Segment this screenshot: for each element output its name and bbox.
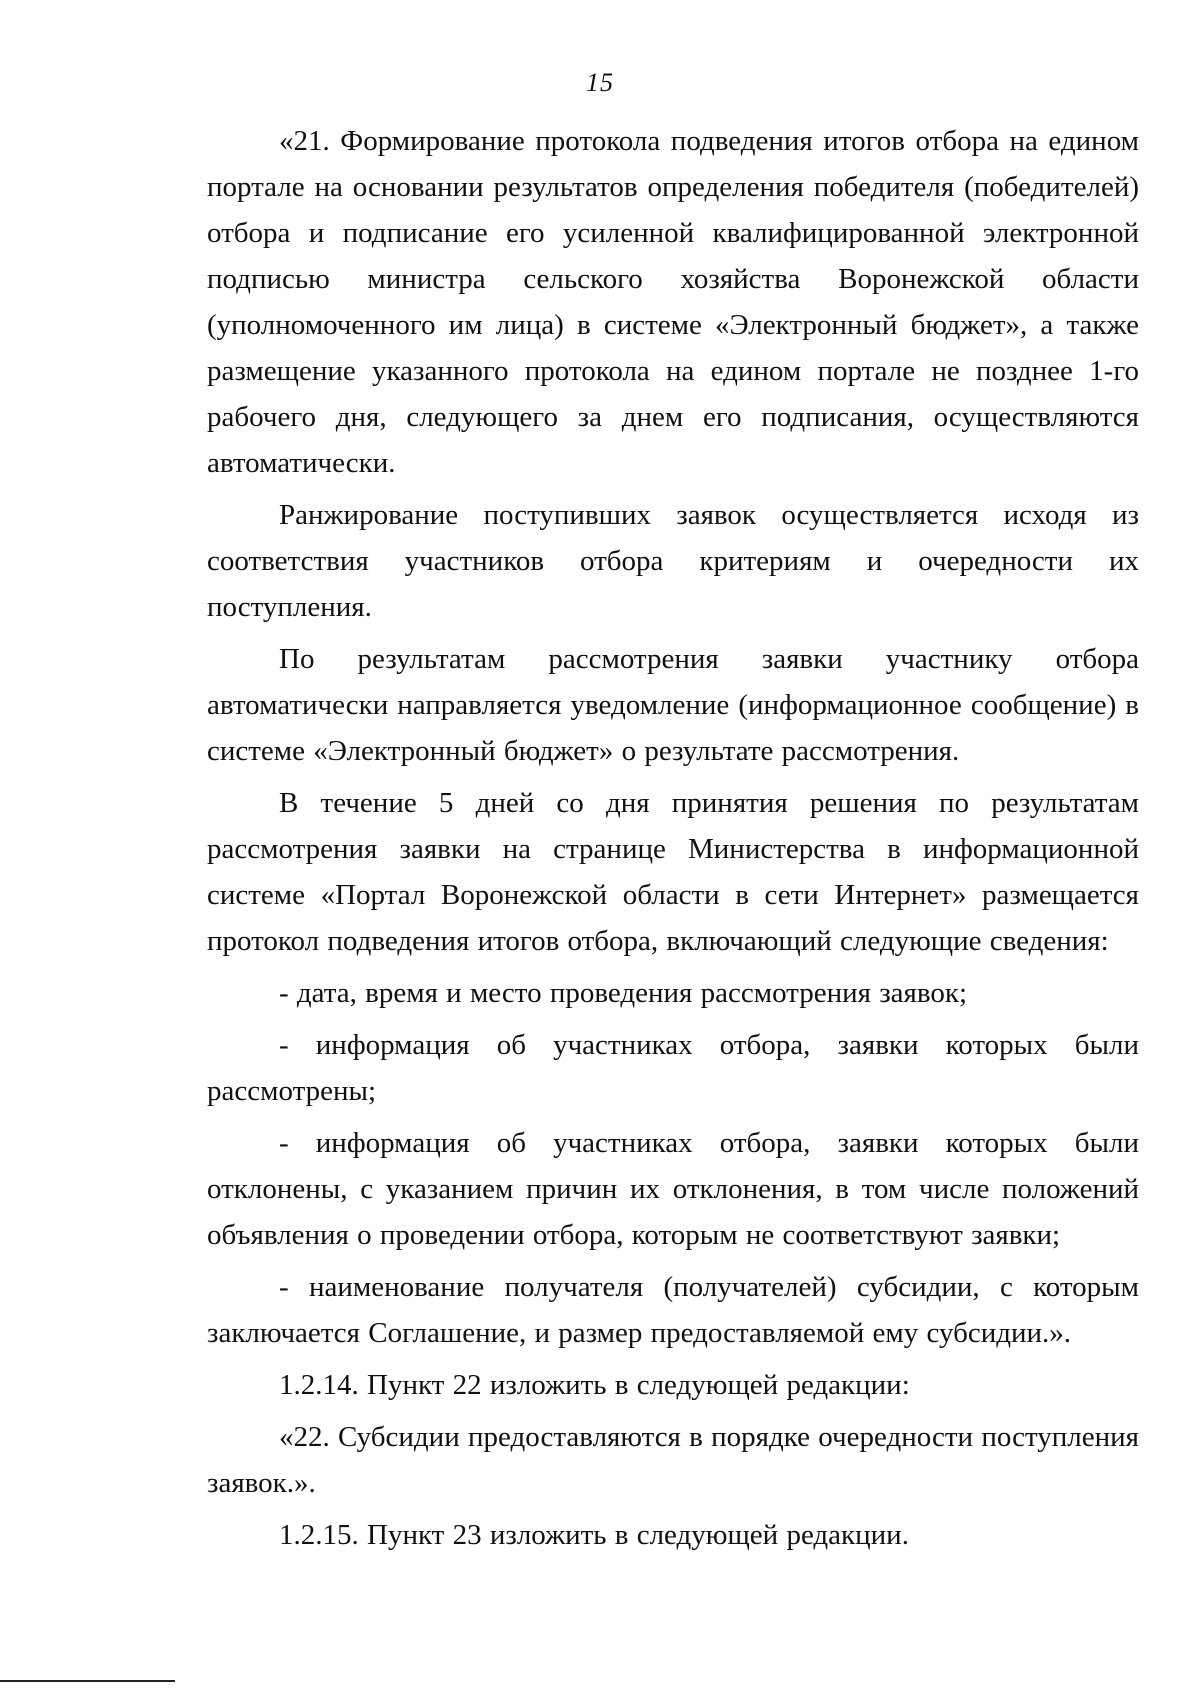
page-number: 15 (586, 68, 614, 97)
list-item-rejected: - информация об участниках отбора, заявки которых были отклонены, с указанием причин их отклонения, в том числе положений объявления о проведении отбора, которым не соответствуют заявки; (207, 1127, 1139, 1251)
paragraph-item-22: «22. Субсидии предоставляются в порядке очередности поступления заявок.». (207, 1421, 1139, 1499)
paragraph-item-21: «21. Формирование протокола подведения итогов отбора на едином портале на основании результатов определения победителя (победителей) отбора и подписание его усиленной квалифицированной электронной подписью министра сельского хозяйства Воронежской области (уполномоченного им лица) в системе «Электронный бюджет», а также размещение указанного протокола на едином портале не позднее 1-го рабочего дня, следующего за днем его подписания, осуществляются автоматически. (207, 125, 1139, 479)
paragraph-ranking: Ранжирование поступивших заявок осуществляется исходя из соответствия участников отбора критериям и очередности их поступления. (207, 499, 1139, 623)
footer-divider (0, 1680, 175, 1682)
clause-1-2-14: 1.2.14. Пункт 22 изложить в следующей редакции: (279, 1369, 910, 1401)
clause-1-2-15: 1.2.15. Пункт 23 изложить в следующей редакции. (279, 1519, 909, 1551)
list-item-date: - дата, время и место проведения рассмотрения заявок; (279, 977, 968, 1009)
document-body (207, 118, 1139, 1560)
paragraph-protocol: В течение 5 дней со дня принятия решения по результатам рассмотрения заявки на странице Министерства в информационной системе «Портал Воронежской области в сети Интернет» размещается протокол подведения итогов отбора, включающий следующие сведения: (207, 787, 1139, 957)
paragraph-notification: По результатам рассмотрения заявки участнику отбора автоматически направляется уведомление (информационное сообщение) в системе «Электронный бюджет» о результате рассмотрения. (207, 643, 1139, 767)
list-item-recipient: - наименование получателя (получателей) субсидии, с которым заключается Соглашение, и размер предоставляемой ему субсидии.». (207, 1271, 1139, 1349)
list-item-reviewed: - информация об участниках отбора, заявки которых были рассмотрены; (207, 1029, 1139, 1107)
